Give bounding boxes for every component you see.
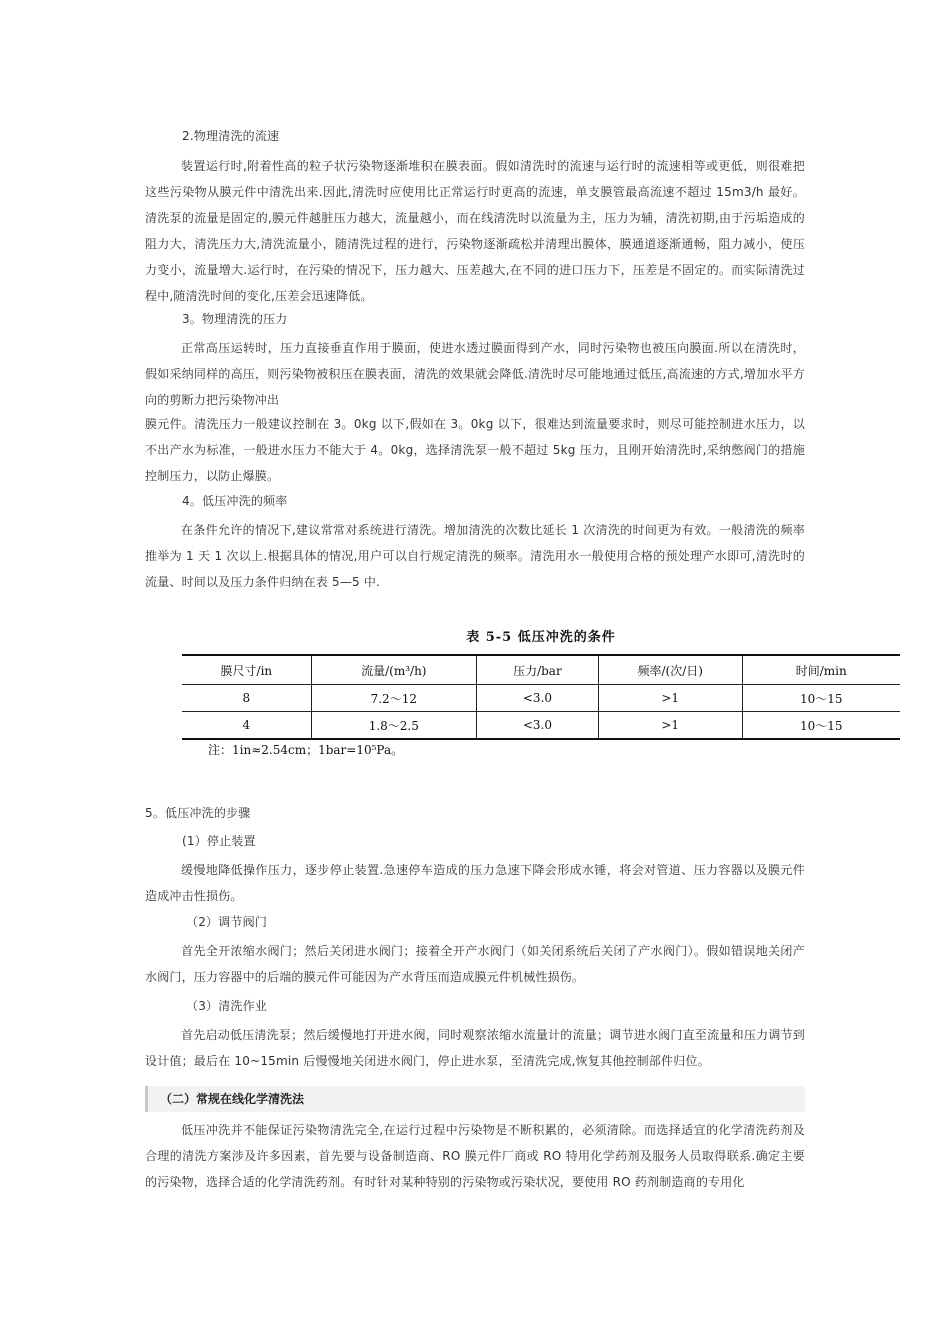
step2-body: 首先全开浓缩水阀门；然后关闭进水阀门；接着全开产水阀门（如关闭系统后关闭了产水阀门）。假如错误地关闭产水阀门，压力容器中的后端的膜元件可能因为产水背压而造成膜元件机械性损伤。	[145, 944, 805, 984]
table-row	[182, 712, 900, 740]
step1-body: 缓慢地降低操作压力，逐步停止装置.急速停车造成的压力急速下降会形成水锤，将会对管道、压力容器以及膜元件造成冲击性损伤。	[145, 863, 805, 903]
conditions-table	[182, 654, 900, 740]
chem-cleaning-paragraph: 低压冲洗并不能保证污染物清洗完全,在运行过程中污染物是不断积累的，必须清除。而选择适宜的化学清洗药剂及合理的清洗方案涉及许多因素，首先要与设备制造商、RO 膜元件厂商或 RO 特用化学药剂及服务人员取得联系.确定主要的污染物，选择合适的化学清洗药剂。有时针对某种特别的污染物或污染状况，要使用 RO 药剂制造商的专用化	[145, 1123, 805, 1189]
table-title: 表 5-5 低压冲洗的条件	[466, 630, 616, 645]
table-cell: 1.8～2.5	[311, 712, 476, 740]
paragraph-flow-rate: 装置运行时,附着性高的粒子状污染物逐渐堆积在膜表面。假如清洗时的流速与运行时的流速相等或更低，则很难把这些污染物从膜元件中清洗出来.因此,清洗时应使用比正常运行时更高的流速，单支膜管最高流速不超过 15m3/h 最好。清洗泵的流量是固定的,膜元件越脏压力越大，流量越小，而在线清洗时以流量为主，压力为辅，清洗初期,由于污垢造成的阻力大，清洗压力大,清洗流量小，随清洗过程的进行，污染物逐渐疏松并清理出膜体，膜通道逐渐通畅，阻力减小，使压力变小，流量增大.运行时，在污染的情况下，压力越大、压差越大,在不同的进口压力下，压差是不固定的。而实际清洗过程中,随清洗时间的变化,压差会迅速降低。	[145, 159, 805, 303]
table-header-cell: 频率/(次/日)	[598, 655, 742, 685]
table-row	[182, 685, 900, 712]
table-header-cell: 时间/min	[742, 655, 900, 685]
step3-title: （3）清洗作业	[186, 999, 268, 1013]
section-title-frequency: 4。低压冲洗的频率	[182, 494, 288, 508]
table-cell: >1	[598, 685, 742, 712]
paragraph-pressure-a: 正常高压运转时，压力直接垂直作用于膜面，使进水透过膜面得到产水，同时污染物也被压向膜面.所以在清洗时，假如采纳同样的高压，则污染物被积压在膜表面，清洗的效果就会降低.清洗时尽可能地通过低压,高流速的方式,增加水平方向的剪断力把污染物冲出	[145, 341, 805, 407]
table-cell: >1	[598, 712, 742, 740]
table-cell: <3.0	[476, 712, 598, 740]
table-cell: 10～15	[742, 712, 900, 740]
table-header-cell: 膜尺寸/in	[182, 655, 311, 685]
chem-cleaning-heading: （二）常规在线化学清洗法	[145, 1086, 805, 1112]
table-cell: <3.0	[476, 685, 598, 712]
step1-title: (1）停止装置	[182, 834, 256, 848]
section-title-flow-rate: 2.物理清洗的流速	[182, 129, 280, 143]
table-cell: 7.2～12	[311, 685, 476, 712]
table-header-cell: 压力/bar	[476, 655, 598, 685]
section-title-pressure: 3。物理清洗的压力	[182, 312, 288, 326]
section-title-steps: 5。低压冲洗的步骤	[145, 806, 251, 820]
paragraph-frequency: 在条件允许的情况下,建议常常对系统进行清洗。增加清洗的次数比延长 1 次清洗的时间更为有效。一般清洗的频率推举为 1 天 1 次以上.根据具体的情况,用户可以自行规定清洗的频率。清洗用水一般使用合格的预处理产水即可,清洗时的流量、时间以及压力条件归纳在表 5—5 中.	[145, 523, 805, 589]
table-note: 注：1in≈2.54cm；1bar=10⁵Pa。	[208, 743, 404, 757]
table-cell: 10～15	[742, 685, 900, 712]
step3-body: 首先启动低压清洗泵；然后缓慢地打开进水阀，同时观察浓缩水流量计的流量；调节进水阀门直至流量和压力调节到设计值；最后在 10~15min 后慢慢地关闭进水阀门，停止进水泵，至清洗完成,恢复其他控制部件归位。	[145, 1028, 805, 1068]
table-cell: 8	[182, 685, 311, 712]
table-cell: 4	[182, 712, 311, 740]
table-header-cell: 流量/(m³/h)	[311, 655, 476, 685]
paragraph-pressure-b: 膜元件。清洗压力一般建议控制在 3。0kg 以下,假如在 3。0kg 以下，很难达到流量要求时，则尽可能控制进水压力，以不出产水为标准，一般进水压力不能大于 4。0kg，选择清洗泵一般不超过 5kg 压力，且刚开始清洗时,采纳憋阀门的措施控制压力，以防止爆膜。	[145, 417, 805, 483]
table-header-row	[182, 655, 900, 685]
step2-title: （2）调节阀门	[186, 915, 268, 929]
